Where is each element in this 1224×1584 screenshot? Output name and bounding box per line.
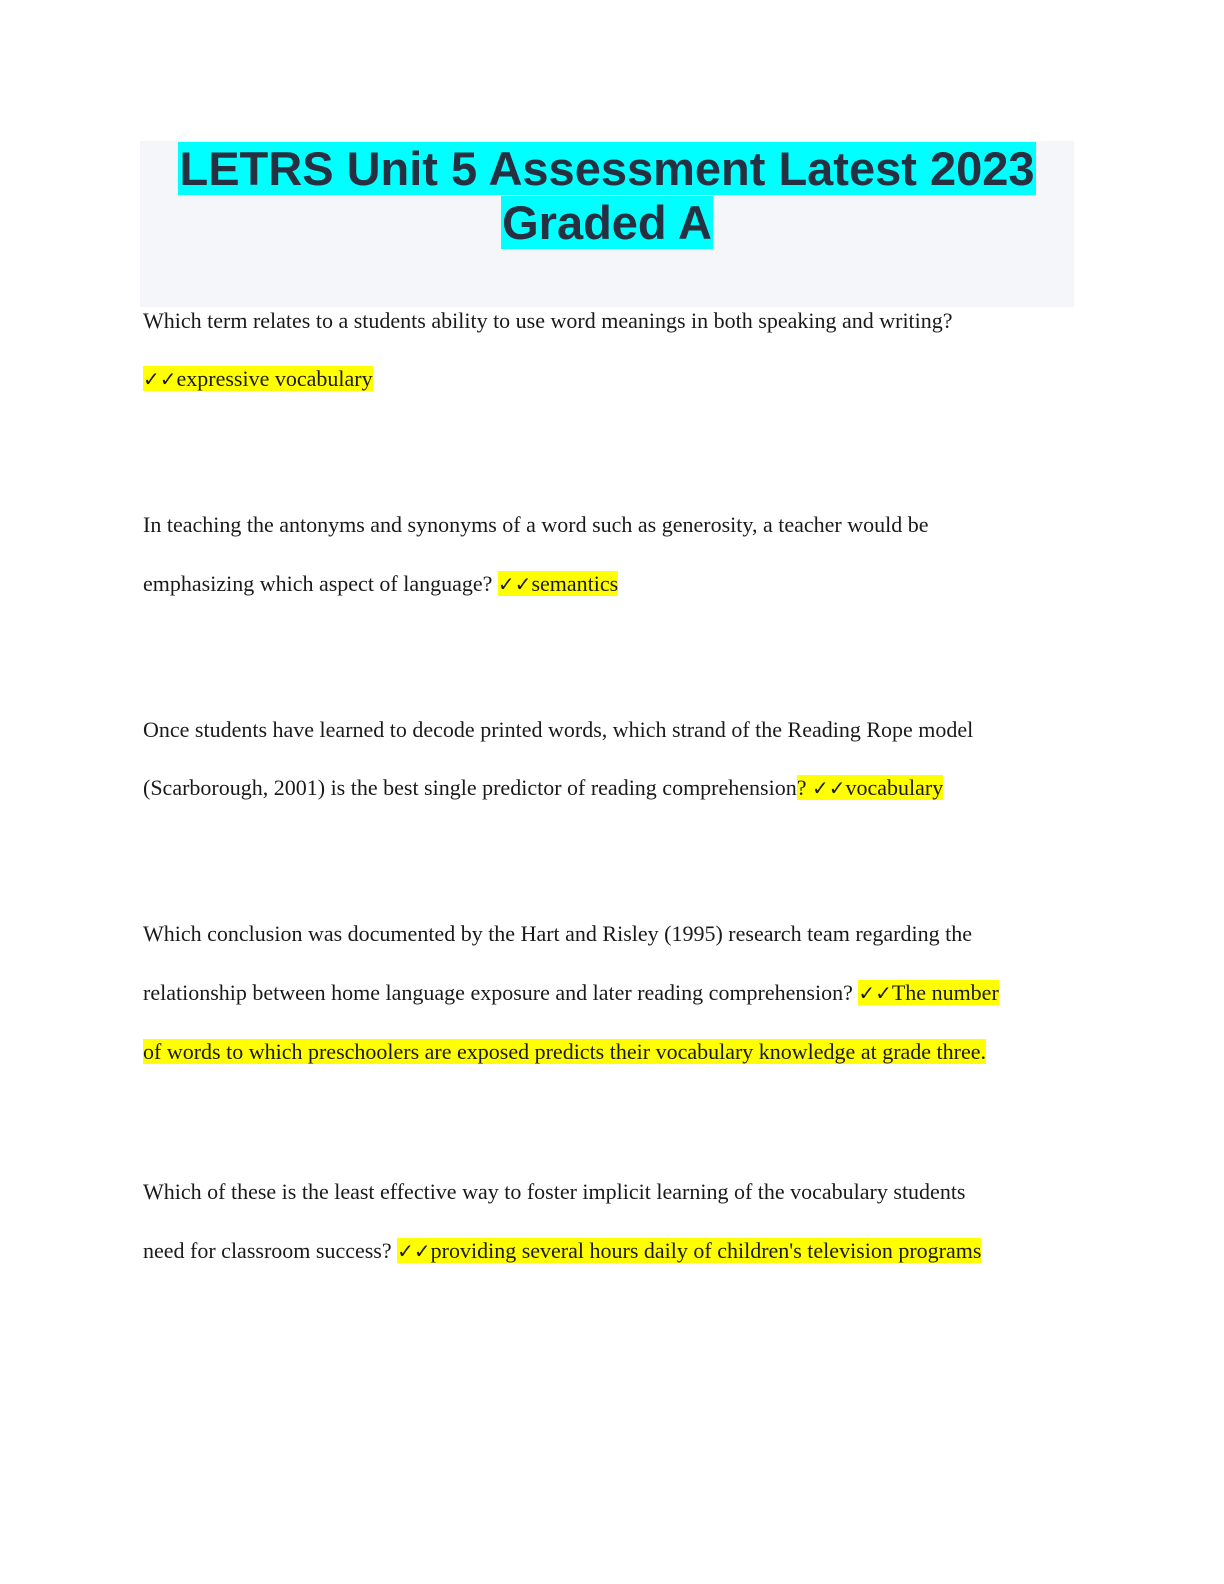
question-text: emphasizing which aspect of language? [143, 571, 498, 596]
question-text: Once students have learned to decode printed words, which strand of the Reading Rope model [143, 717, 974, 742]
question-text: Which of these is the least effective way to foster implicit learning of the vocabulary students [143, 1179, 966, 1204]
question-text: relationship between home language exposure and later reading comprehension? [143, 980, 859, 1005]
answer-highlight [397, 1238, 981, 1263]
question-2-line-2 [143, 554, 1083, 614]
answer-text: expressive vocabulary [176, 366, 373, 391]
question-text: (Scarborough, 2001) is the best single predictor of reading comprehension [143, 775, 797, 800]
question-5-line-2 [143, 1221, 1083, 1281]
question-text: Which term relates to a students ability to use word meanings in both speaking and writing? [143, 308, 953, 333]
answer-text: The number [891, 980, 999, 1005]
answer-text: vocabulary [845, 775, 944, 800]
question-4-line-1 [143, 904, 1083, 963]
question-3-line-1 [143, 700, 1083, 759]
answer-highlight [858, 980, 998, 1005]
answer-highlight [797, 775, 944, 800]
checkmark-icon: ✓✓ [858, 981, 892, 1005]
answer-4-line-2 [143, 1022, 1083, 1081]
question-1 [143, 291, 1083, 350]
question-2-line-1 [143, 495, 1083, 554]
answer-highlight [498, 571, 618, 596]
document-title [140, 141, 1074, 250]
checkmark-icon: ✓✓ [143, 367, 177, 391]
answer-text: providing several hours daily of children's television programs [430, 1238, 982, 1263]
checkmark-icon: ✓✓ [397, 1239, 431, 1263]
answer-1 [143, 349, 1083, 409]
title-line-2: Graded A [502, 196, 712, 249]
title-line-1: LETRS Unit 5 Assessment Latest 2023 [179, 142, 1035, 195]
answer-highlight: of words to which preschoolers are exposed predicts their vocabulary knowledge at grade three. [143, 1039, 987, 1064]
question-5-line-1 [143, 1162, 1083, 1221]
question-text: Which conclusion was documented by the Hart and Risley (1995) research team regarding the [143, 921, 972, 946]
question-3-line-2 [143, 758, 1083, 818]
question-mark: ? [796, 775, 812, 800]
title-block [140, 141, 1074, 307]
answer-text: semantics [531, 571, 619, 596]
answer-highlight [143, 366, 373, 391]
checkmark-icon: ✓✓ [497, 572, 532, 596]
checkmark-icon: ✓✓ [811, 776, 846, 800]
question-text: need for classroom success? [143, 1238, 398, 1263]
question-text: In teaching the antonyms and synonyms of a word such as generosity, a teacher would be [143, 512, 929, 537]
question-4-line-2 [143, 963, 1083, 1023]
